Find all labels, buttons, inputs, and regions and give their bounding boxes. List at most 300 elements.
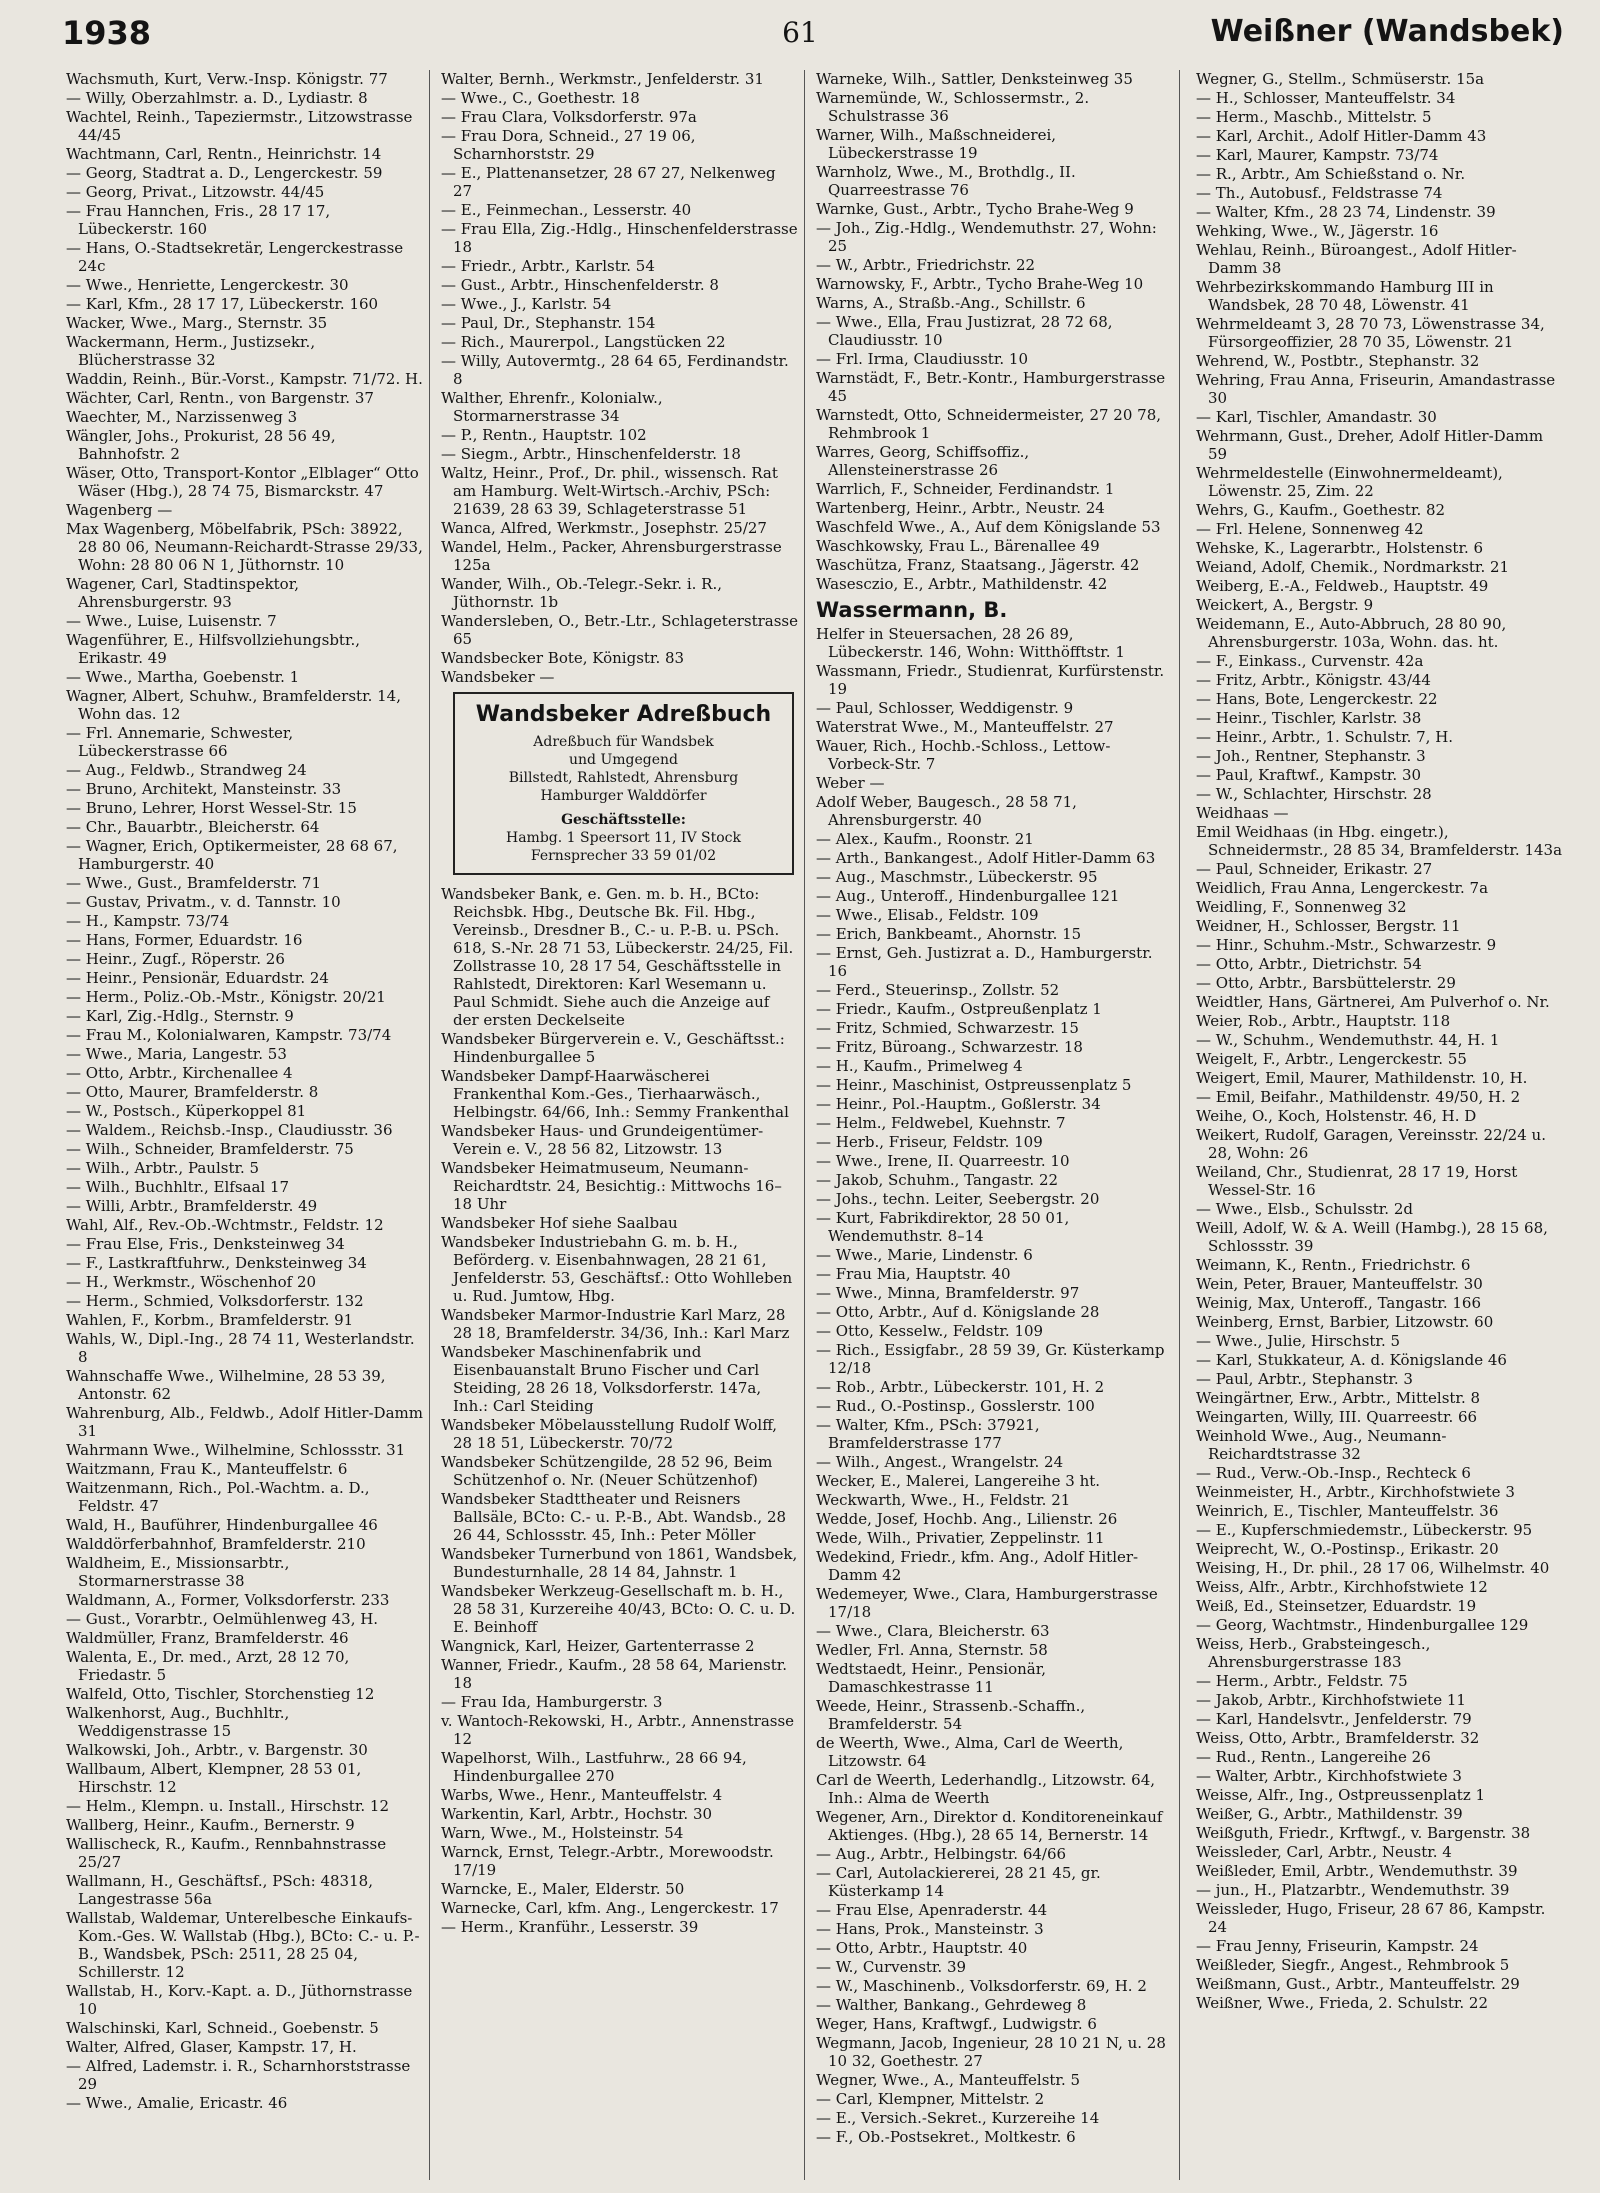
directory-entry: Emil Weidhaas (in Hbg. eingetr.), Schneidermstr., 28 85 34, Bramfelderstr. 143a [1196,823,1563,859]
directory-entry: Weinrich, E., Tischler, Manteuffelstr. 36 [1196,1502,1499,1520]
directory-entry: Wehlau, Reinh., Büroangest., Adolf Hitler-Damm 38 [1196,241,1517,277]
ad-line: Billstedt, Rahlstedt, Ahrensburg [508,770,739,786]
directory-entry: — Heinr., Zugf., Röperstr. 26 [66,950,285,968]
directory-entry: — Waldem., Reichsb.-Insp., Claudiusstr. 36 [66,1121,393,1139]
directory-entry: — Helm., Klempn. u. Install., Hirschstr. 12 [66,1797,389,1815]
directory-entry: Wandsbeker Hof siehe Saalbau [441,1214,678,1232]
directory-entry: — Hans, Former, Eduardstr. 16 [66,931,303,949]
directory-entry: — Wilh., Buchhltr., Elfsaal 17 [66,1178,290,1196]
directory-entry: — Paul, Dr., Stephanstr. 154 [441,314,656,332]
advertisement-box [453,692,794,875]
directory-entry: — Bruno, Lehrer, Horst Wessel-Str. 15 [66,799,357,817]
directory-entry: — Th., Autobusf., Feldstrasse 74 [1196,184,1443,202]
header-year: 1938 [62,14,152,52]
directory-entry: — F., Lastkraftfuhrw., Denksteinweg 34 [66,1254,367,1272]
directory-entry: Warnemünde, W., Schlossermstr., 2. Schulstrasse 36 [816,89,1090,125]
directory-entry: Wandsbecker Bote, Königstr. 83 [441,649,685,667]
directory-entry: Walfeld, Otto, Tischler, Storchenstieg 12 [66,1685,375,1703]
directory-entry: Wagenberg — [66,501,173,519]
directory-entry: — W., Arbtr., Friedrichstr. 22 [816,256,1036,274]
directory-entry: — Frl. Annemarie, Schwester, Lübeckerstrasse 66 [66,724,294,760]
directory-entry: Warner, Wilh., Maßschneiderei, Lübeckerstrasse 19 [816,126,1057,162]
directory-entry: — Carl, Autolackiererei, 28 21 45, gr. Küsterkamp 14 [816,1864,1101,1900]
directory-entry: — Wwe., Clara, Bleicherstr. 63 [816,1622,1050,1640]
directory-entry: Wandsbeker Möbelausstellung Rudolf Wolff, 28 18 51, Lübeckerstr. 70/72 [441,1416,778,1452]
directory-entry: Warnstädt, F., Betr.-Kontr., Hamburgerstrasse 45 [816,369,1166,405]
directory-entry: — Frau Mia, Hauptstr. 40 [816,1265,1011,1283]
directory-entry: Wangnick, Karl, Heizer, Gartenterrasse 2 [441,1637,755,1655]
directory-entry: Waschfeld Wwe., A., Auf dem Königslande 53 [816,518,1161,536]
directory-entry: Weiberg, E.-A., Feldweb., Hauptstr. 49 [1196,577,1489,595]
directory-entry: — Frau Ella, Zig.-Hdlg., Hinschenfelderstrasse 18 [441,220,798,256]
directory-entry: Warkentin, Karl, Arbtr., Hochstr. 30 [441,1805,713,1823]
directory-entry: Wasesczio, E., Arbtr., Mathildenstr. 42 [816,575,1108,593]
directory-entry: — E., Kupferschmiedemstr., Lübeckerstr. 95 [1196,1521,1533,1539]
directory-entry: — E., Versich.-Sekret., Kurzereihe 14 [816,2109,1100,2127]
directory-entry: Wahl, Alf., Rev.-Ob.-Wchtmstr., Feldstr. 12 [66,1216,384,1234]
directory-entry: Wandsbeker — [441,668,555,686]
directory-entry: — Willy, Autovermtg., 28 64 65, Ferdinandstr. 8 [441,352,789,388]
directory-entry: Weißleder, Emil, Arbtr., Wendemuthstr. 39 [1196,1862,1518,1880]
directory-entry: — Otto, Kesselw., Feldstr. 109 [816,1322,1044,1340]
directory-entry: Wartenberg, Heinr., Arbtr., Neustr. 24 [816,499,1105,517]
directory-entry: — Chr., Bauarbtr., Bleicherstr. 64 [66,818,320,836]
directory-entry: — Otto, Arbtr., Dietrichstr. 54 [1196,955,1422,973]
directory-entry: Wackermann, Herm., Justizsekr., Blücherstrasse 32 [66,333,316,369]
directory-entry: Wehrmann, Gust., Dreher, Adolf Hitler-Damm 59 [1196,427,1544,463]
directory-entry: Wagener, Carl, Stadtinspektor, Ahrensburgerstr. 93 [66,575,300,611]
directory-entry: Weißmann, Gust., Arbtr., Manteuffelstr. 29 [1196,1975,1520,1993]
directory-entry: Wachsmuth, Kurt, Verw.-Insp. Königstr. 77 [66,70,388,88]
directory-entry: — Fritz, Schmied, Schwarzestr. 15 [816,1019,1079,1037]
directory-entry: — Herm., Kranführ., Lesserstr. 39 [441,1918,699,1936]
directory-entry: Wandsbeker Schützengilde, 28 52 96, Beim Schützenhof o. Nr. (Neuer Schützenhof) [441,1453,773,1489]
ad-title: Wandsbeker Adreßbuch [475,702,772,727]
directory-entry: Warns, A., Straßb.-Ang., Schillstr. 6 [816,294,1086,312]
directory-entry: — Fritz, Büroang., Schwarzestr. 18 [816,1038,1083,1056]
directory-entry: — Wwe., Henriette, Lengerckestr. 30 [66,276,349,294]
directory-entry: — Hans, Prok., Mansteinstr. 3 [816,1920,1044,1938]
directory-entry: Wandersleben, O., Betr.-Ltr., Schlageterstrasse 65 [441,612,798,648]
ad-line: Fernsprecher 33 59 01/02 [530,848,717,864]
directory-entry: Warrlich, F., Schneider, Ferdinandstr. 1 [816,480,1115,498]
directory-entry: — Wwe., J., Karlstr. 54 [441,295,612,313]
directory-entry: Weißguth, Friedr., Krftwgf., v. Bargenstr. 38 [1196,1824,1531,1842]
directory-entry: Weimann, K., Rentn., Friedrichstr. 6 [1196,1256,1471,1274]
directory-entry: Wandsbeker Stadttheater und Reisners Ballsäle, BCto: C.- u. P.-B., Abt. Wandsb., 28 26 44, Schlossstr. 45, Inh.: Peter Möller [441,1490,787,1544]
directory-entry: Waechter, M., Narzissenweg 3 [66,408,298,426]
directory-entry: Wanca, Alfred, Werkmstr., Josephstr. 25/27 [441,519,767,537]
directory-entry: Wächter, Carl, Rentn., von Bargenstr. 37 [66,389,374,407]
directory-entry: — Rud., O.-Postinsp., Gosslerstr. 100 [816,1397,1095,1415]
directory-entry: — Otto, Maurer, Bramfelderstr. 8 [66,1083,319,1101]
directory-entry: — Wwe., Elsb., Schulsstr. 2d [1196,1200,1413,1218]
directory-entry: Weingarten, Willy, III. Quarreestr. 66 [1196,1408,1478,1426]
directory-entry: Wandsbeker Bürgerverein e. V., Geschäftsst.: Hindenburgallee 5 [441,1030,785,1066]
ad-line: und Umgegend [569,752,678,768]
directory-entry: Wahlen, F., Korbm., Bramfelderstr. 91 [66,1311,354,1329]
directory-entry: Helfer in Steuersachen, 28 26 89, Lübeckerstr. 146, Wohn: Witthöfftstr. 1 [816,625,1125,661]
directory-entry: Wallmann, H., Geschäftsf., PSch: 48318, Langestrasse 56a [66,1872,373,1908]
directory-entry: — Paul, Schneider, Erikastr. 27 [1196,860,1433,878]
directory-entry: Wehrs, G., Kaufm., Goethestr. 82 [1196,501,1446,519]
directory-entry: — Willi, Arbtr., Bramfelderstr. 49 [66,1197,318,1215]
directory-entry: — Hans, Bote, Lengerckestr. 22 [1196,690,1438,708]
ad-line: Geschäftsstelle: [561,812,686,828]
directory-entry: — Rich., Maurerpol., Langstücken 22 [441,333,726,351]
directory-entry: Weiss, Alfr., Arbtr., Kirchhofstwiete 12 [1196,1578,1488,1596]
directory-entry: — Karl, Tischler, Amandastr. 30 [1196,408,1437,426]
directory-entry: Wecker, E., Malerei, Langereihe 3 ht. [816,1472,1101,1490]
directory-entry: Wallberg, Heinr., Kaufm., Bernerstr. 9 [66,1816,355,1834]
directory-entry: Weidlich, Frau Anna, Lengerckestr. 7a [1196,879,1489,897]
directory-entry: — Frau Else, Apenraderstr. 44 [816,1901,1048,1919]
directory-entry: — R., Arbtr., Am Schießstand o. Nr. [1196,165,1466,183]
directory-entry: — Wwe., Gust., Bramfelderstr. 71 [66,874,321,892]
directory-entry: — Frau Hannchen, Fris., 28 17 17, Lübeckerstr. 160 [66,202,331,238]
directory-entry: — Wilh., Arbtr., Paulstr. 5 [66,1159,260,1177]
directory-entry: — Georg, Stadtrat a. D., Lengerckestr. 59 [66,164,383,182]
directory-entry: — Rich., Essigfabr., 28 59 39, Gr. Küsterkamp 12/18 [816,1341,1165,1377]
directory-entry: — Gustav, Privatm., v. d. Tannstr. 10 [66,893,341,911]
directory-entry: — Wwe., Julie, Hirschstr. 5 [1196,1332,1401,1350]
directory-entry: Wanner, Friedr., Kaufm., 28 58 64, Marienstr. 18 [441,1656,788,1692]
directory-entry: — E., Feinmechan., Lesserstr. 40 [441,201,692,219]
column-4 [1190,70,1570,2180]
directory-entry: Wandel, Helm., Packer, Ahrensburgerstrasse 125a [441,538,782,574]
directory-entry: — Paul, Kraftwf., Kampstr. 30 [1196,766,1422,784]
directory-entry: Weger, Hans, Kraftwgf., Ludwigstr. 6 [816,2015,1097,2033]
directory-entry: Weiss, Otto, Arbtr., Bramfelderstr. 32 [1196,1729,1480,1747]
directory-entry: — Frau Jenny, Friseurin, Kampstr. 24 [1196,1937,1479,1955]
directory-entry: — W., Curvenstr. 39 [816,1958,967,1976]
directory-entry: Waddin, Reinh., Bür.-Vorst., Kampstr. 71/72. H. [66,370,423,388]
directory-entry: Wandsbeker Marmor-Industrie Karl Marz, 28 28 18, Bramfelderstr. 34/36, Inh.: Karl Marz [441,1306,790,1342]
directory-entry: Weede, Heinr., Strassenb.-Schaffn., Bramfelderstr. 54 [816,1697,1086,1733]
directory-entry: — Friedr., Arbtr., Karlstr. 54 [441,257,655,275]
directory-entry: — Joh., Rentner, Stephanstr. 3 [1196,747,1426,765]
directory-entry: Wedtstaedt, Heinr., Pensionär, Damaschkestrasse 11 [816,1660,1047,1696]
directory-entry: — Helm., Feldwebel, Kuehnstr. 7 [816,1114,1066,1132]
directory-entry: Wandsbeker Maschinenfabrik und Eisenbauanstalt Bruno Fischer und Carl Steiding, 28 26 18, Volksdorferstr. 147a, Inh.: Carl Steiding [441,1343,762,1415]
directory-entry: — Friedr., Kaufm., Ostpreußenplatz 1 [816,1000,1102,1018]
directory-entry: Waltz, Heinr., Prof., Dr. phil., wissensch. Rat am Hamburg. Welt-Wirtsch.-Archiv, PSch: 21639, 28 63 39, Schlageterstrasse 51 [441,464,778,518]
directory-entry: Waschkowsky, Frau L., Bärenallee 49 [816,537,1100,555]
column-1 [60,70,430,2180]
directory-entry: Wauer, Rich., Hochb.-Schloss., Lettow-Vorbeck-Str. 7 [816,737,1111,773]
directory-entry: Wagner, Albert, Schuhw., Bramfelderstr. 14, Wohn das. 12 [66,687,401,723]
directory-entry: — F., Einkass., Curvenstr. 42a [1196,652,1424,670]
directory-entry: — Herm., Maschb., Mittelstr. 5 [1196,108,1432,126]
directory-entry: Warn, Wwe., M., Holsteinstr. 54 [441,1824,684,1842]
directory-entry: — Ernst, Geh. Justizrat a. D., Hamburgerstr. 16 [816,944,1153,980]
directory-entry: Weinberg, Ernst, Barbier, Litzowstr. 60 [1196,1313,1494,1331]
directory-entry: — Frau Ida, Hamburgerstr. 3 [441,1693,663,1711]
directory-entry: — Aug., Unteroff., Hindenburgallee 121 [816,887,1120,905]
directory-entry: Wedler, Frl. Anna, Sternstr. 58 [816,1641,1048,1659]
directory-entry: — Walter, Kfm., PSch: 37921, Bramfelderstrasse 177 [816,1416,1040,1452]
directory-entry: Weißer, G., Arbtr., Mathildenstr. 39 [1196,1805,1463,1823]
featured-name: Wassermann, B. [816,598,1008,622]
directory-entry: Weinhold Wwe., Aug., Neumann-Reichardtstrasse 32 [1196,1427,1447,1463]
directory-entry: Weisse, Alfr., Ing., Ostpreussenplatz 1 [1196,1786,1486,1804]
column-3 [810,70,1180,2180]
directory-entry: Wallischeck, R., Kaufm., Rennbahnstrasse 25/27 [66,1835,387,1871]
directory-entry: Wängler, Johs., Prokurist, 28 56 49, Bahnhofstr. 2 [66,427,336,463]
directory-entry: Walther, Ehrenfr., Kolonialw., Stormarnerstrasse 34 [441,389,663,425]
directory-entry: Wein, Peter, Brauer, Manteuffelstr. 30 [1196,1275,1483,1293]
directory-entry: Wedde, Josef, Hochb. Ang., Lilienstr. 26 [816,1510,1118,1528]
directory-entry: Weidtler, Hans, Gärtnerei, Am Pulverhof o. Nr. [1196,993,1550,1011]
directory-entry: — Wwe., Luise, Luisenstr. 7 [66,612,277,630]
header-name-range: Weißner (Wandsbek) [1210,14,1564,49]
directory-entry: Wandsbeker Werkzeug-Gesellschaft m. b. H., 28 58 31, Kurzereihe 40/43, BCto: O. C. u. D. E. Beinhoff [441,1582,796,1636]
directory-entry: — Jakob, Schuhm., Tangastr. 22 [816,1171,1059,1189]
directory-entry: — Erich, Bankbeamt., Ahornstr. 15 [816,925,1082,943]
directory-entry: — H., Kampstr. 73/74 [66,912,230,930]
directory-entry: — Carl, Klempner, Mittelstr. 2 [816,2090,1045,2108]
directory-entry: Weckwarth, Wwe., H., Feldstr. 21 [816,1491,1071,1509]
directory-entry: — Otto, Arbtr., Kirchenallee 4 [66,1064,293,1082]
directory-entry: — Paul, Arbtr., Stephanstr. 3 [1196,1370,1413,1388]
directory-entry: — Heinr., Arbtr., 1. Schulstr. 7, H. [1196,728,1454,746]
directory-entry: Weinig, Max, Unteroff., Tangastr. 166 [1196,1294,1481,1312]
directory-entry: Walkowski, Joh., Arbtr., v. Bargenstr. 30 [66,1741,368,1759]
directory-entry: Weber — [816,774,885,792]
directory-entry: Weising, H., Dr. phil., 28 17 06, Wilhelmstr. 40 [1196,1559,1550,1577]
directory-entry: Warnholz, Wwe., M., Brothdlg., II. Quarreestrasse 76 [816,163,1076,199]
directory-entry: Wehske, K., Lagerarbtr., Holstenstr. 6 [1196,539,1484,557]
column-2 [435,70,805,2180]
directory-entry: Weidemann, E., Auto-Abbruch, 28 80 90, Ahrensburgerstr. 103a, Wohn. das. ht. [1196,615,1507,651]
directory-entry: — Otto, Arbtr., Hauptstr. 40 [816,1939,1028,1957]
directory-entry: — Heinr., Pol.-Hauptm., Goßlerstr. 34 [816,1095,1101,1113]
directory-entry: Weiß, Ed., Steinsetzer, Eduardstr. 19 [1196,1597,1477,1615]
directory-entry: — E., Plattenansetzer, 28 67 27, Nelkenweg 27 [441,164,776,200]
directory-entry: Weiland, Chr., Studienrat, 28 17 19, Horst Wessel-Str. 16 [1196,1163,1518,1199]
directory-entry: — Gust., Vorarbtr., Oelmühlenweg 43, H. [66,1610,379,1628]
directory-entry: — Rob., Arbtr., Lübeckerstr. 101, H. 2 [816,1378,1105,1396]
page-header [0,0,1600,58]
directory-entry: Waldheim, E., Missionsarbtr., Stormarnerstrasse 38 [66,1554,290,1590]
directory-entry: — Karl, Zig.-Hdlg., Sternstr. 9 [66,1007,294,1025]
directory-entry: — W., Schlachter, Hirschstr. 28 [1196,785,1432,803]
directory-entry: — Heinr., Pensionär, Eduardstr. 24 [66,969,329,987]
directory-entry: — Wilh., Angest., Wrangelstr. 24 [816,1453,1064,1471]
directory-entry: Wehring, Frau Anna, Friseurin, Amandastrasse 30 [1196,371,1556,407]
directory-entry: Walter, Alfred, Glaser, Kampstr. 17, H. [66,2038,357,2056]
directory-entry: Wedemeyer, Wwe., Clara, Hamburgerstrasse 17/18 [816,1585,1158,1621]
directory-entry: — Hans, O.-Stadtsekretär, Lengerckestrasse 24c [66,239,404,275]
directory-entry: — Wwe., C., Goethestr. 18 [441,89,640,107]
directory-entry: — Wagner, Erich, Optikermeister, 28 68 67, Hamburgerstr. 40 [66,837,398,873]
directory-entry: — Gust., Arbtr., Hinschenfelderstr. 8 [441,276,719,294]
directory-entry: — Wwe., Maria, Langestr. 53 [66,1045,287,1063]
directory-entry: Weinmeister, H., Arbtr., Kirchhofstwiete 3 [1196,1483,1515,1501]
directory-entry: — Ferd., Steuerinsp., Zollstr. 52 [816,981,1060,999]
directory-entry: Weissleder, Hugo, Friseur, 28 67 86, Kampstr. 24 [1196,1900,1546,1936]
directory-entry: Wahrenburg, Alb., Feldwb., Adolf Hitler-Damm 31 [66,1404,423,1440]
directory-entry: — Frl. Helene, Sonnenweg 42 [1196,520,1424,538]
directory-entry: — Karl, Kfm., 28 17 17, Lübeckerstr. 160 [66,295,379,313]
directory-entry: Wacker, Wwe., Marg., Sternstr. 35 [66,314,328,332]
directory-entry: Weiss, Herb., Grabsteingesch., Ahrensburgerstrasse 183 [1196,1635,1431,1671]
directory-entry: Warneke, Wilh., Sattler, Denksteinweg 35 [816,70,1133,88]
directory-columns [60,70,1570,2180]
directory-entry: Waitzmann, Frau K., Manteuffelstr. 6 [66,1460,348,1478]
directory-entry: — Frau Else, Fris., Denksteinweg 34 [66,1235,345,1253]
directory-entry: Weißleder, Siegfr., Angest., Rehmbrook 5 [1196,1956,1510,1974]
directory-entry: Wahls, W., Dipl.-Ing., 28 74 11, Westerlandstr. 8 [66,1330,415,1366]
directory-entry: — Walther, Bankang., Gehrdeweg 8 [816,1996,1087,2014]
directory-entry: Wandsbeker Dampf-Haarwäscherei Frankenthal Kom.-Ges., Tierhaarwäsch., Helbingstr. 64/66, Inh.: Semmy Frankenthal [441,1067,789,1121]
directory-entry: Weigelt, F., Arbtr., Lengerckestr. 55 [1196,1050,1467,1068]
directory-entry: — Alfred, Lademstr. i. R., Scharnhorststrasse 29 [66,2057,411,2093]
directory-entry: Wandsbeker Industriebahn G. m. b. H., Beförderg. v. Eisenbahnwagen, 28 21 61, Jenfelderstr. 53, Geschäftsf.: Otto Wohlleben u. Rud. Jumtow, Hbg. [441,1233,793,1305]
directory-entry: Wallstab, H., Korv.-Kapt. a. D., Jüthornstrasse 10 [66,1982,413,2018]
directory-entry: Weissleder, Carl, Arbtr., Neustr. 4 [1196,1843,1452,1861]
directory-entry: Warnke, Gust., Arbtr., Tycho Brahe-Weg 9 [816,200,1134,218]
directory-entry: Wehking, Wwe., W., Jägerstr. 16 [1196,222,1439,240]
directory-entry: Walenta, E., Dr. med., Arzt, 28 12 70, Friedastr. 5 [66,1648,350,1684]
directory-entry: Weikert, Rudolf, Garagen, Vereinsstr. 22/24 u. 28, Wohn: 26 [1196,1126,1546,1162]
directory-entry: Wehrbezirkskommando Hamburg III in Wandsbek, 28 70 48, Löwenstr. 41 [1196,278,1494,314]
directory-entry: Warbs, Wwe., Henr., Manteuffelstr. 4 [441,1786,723,1804]
directory-entry: — Herm., Poliz.-Ob.-Mstr., Königstr. 20/21 [66,988,386,1006]
directory-entry: — Karl, Handelsvtr., Jenfelderstr. 79 [1196,1710,1472,1728]
directory-entry: — Alex., Kaufm., Roonstr. 21 [816,830,1034,848]
directory-entry: Wedekind, Friedr., kfm. Ang., Adolf Hitler-Damm 42 [816,1548,1139,1584]
directory-entry: Weiprecht, W., O.-Postinsp., Erikastr. 20 [1196,1540,1499,1558]
directory-entry: — Joh., Zig.-Hdlg., Wendemuthstr. 27, Wohn: 25 [816,219,1157,255]
directory-entry: Wachtel, Reinh., Tapeziermstr., Litzowstrasse 44/45 [66,108,413,144]
directory-entry: Warnowsky, F., Arbtr., Tycho Brahe-Weg 10 [816,275,1144,293]
directory-entry: Warnck, Ernst, Telegr.-Arbtr., Morewoodstr. 17/19 [441,1843,774,1879]
directory-entry: — Walter, Arbtr., Kirchhofstwiete 3 [1196,1767,1462,1785]
directory-entry: — Aug., Arbtr., Helbingstr. 64/66 [816,1845,1067,1863]
directory-entry: — Otto, Arbtr., Barsbüttelerstr. 29 [1196,974,1456,992]
directory-entry: Wehrmeldeamt 3, 28 70 73, Löwenstrasse 34, Fürsorgeoffizier, 28 70 35, Löwenstr. 21 [1196,315,1545,351]
directory-entry: — Paul, Schlosser, Weddigenstr. 9 [816,699,1074,717]
directory-entry: — W., Schuhm., Wendemuthstr. 44, H. 1 [1196,1031,1500,1049]
directory-entry: — Siegm., Arbtr., Hinschenfelderstr. 18 [441,445,741,463]
directory-entry: Weidner, H., Schlosser, Bergstr. 11 [1196,917,1461,935]
directory-entry: Wahnschaffe Wwe., Wilhelmine, 28 53 39, Antonstr. 62 [66,1367,386,1403]
directory-entry: — Karl, Stukkateur, A. d. Königslande 46 [1196,1351,1507,1369]
directory-entry: — Frl. Irma, Claudiusstr. 10 [816,350,1028,368]
directory-entry: — Herm., Arbtr., Feldstr. 75 [1196,1672,1408,1690]
directory-entry: — Herm., Schmied, Volksdorferstr. 132 [66,1292,364,1310]
directory-entry: — Walter, Kfm., 28 23 74, Lindenstr. 39 [1196,203,1496,221]
directory-entry: Wäser, Otto, Transport-Kontor „Elblager“ Otto Wäser (Hbg.), 28 74 75, Bismarckstr. 47 [66,464,419,500]
directory-entry: — Frau Dora, Schneid., 27 19 06, Scharnhorststr. 29 [441,127,696,163]
directory-entry: Waterstrat Wwe., M., Manteuffelstr. 27 [816,718,1114,736]
directory-entry: Walter, Bernh., Werkmstr., Jenfelderstr. 31 [441,70,764,88]
directory-entry: Wegmann, Jacob, Ingenieur, 28 10 21 N, u. 28 10 32, Goethestr. 27 [816,2034,1166,2070]
ad-line: Hamburger Walddörfer [540,788,707,804]
directory-entry: — Aug., Feldwb., Strandweg 24 [66,761,307,779]
directory-entry: — Wwe., Marie, Lindenstr. 6 [816,1246,1033,1264]
directory-entry: Waitzenmann, Rich., Pol.-Wachtm. a. D., Feldstr. 47 [66,1479,370,1515]
directory-entry: Wapelhorst, Wilh., Lastfuhrw., 28 66 94, Hindenburgallee 270 [441,1749,747,1785]
directory-entry: — F., Ob.-Postsekret., Moltkestr. 6 [816,2128,1076,2146]
directory-entry: — H., Kaufm., Primelweg 4 [816,1057,1023,1075]
directory-entry: Carl de Weerth, Lederhandlg., Litzowstr. 64, Inh.: Alma de Weerth [816,1771,1156,1807]
directory-entry: Weill, Adolf, W. & A. Weill (Hambg.), 28 15 68, Schlossstr. 39 [1196,1219,1548,1255]
directory-entry: — Otto, Arbtr., Auf d. Königslande 28 [816,1303,1100,1321]
directory-entry: — Hinr., Schuhm.-Mstr., Schwarzestr. 9 [1196,936,1497,954]
directory-entry: Wander, Wilh., Ob.-Telegr.-Sekr. i. R., Jüthornstr. 1b [441,575,722,611]
directory-entry: Wald, H., Bauführer, Hindenburgallee 46 [66,1516,378,1534]
directory-entry: Weingärtner, Erw., Arbtr., Mittelstr. 8 [1196,1389,1481,1407]
directory-entry: — Wwe., Elisab., Feldstr. 109 [816,906,1039,924]
ad-line: Hambg. 1 Speersort 11, IV Stock [506,830,741,846]
directory-entry: Walkenhorst, Aug., Buchhltr., Weddigenstrasse 15 [66,1704,290,1740]
directory-entry: — Heinr., Tischler, Karlstr. 38 [1196,709,1422,727]
directory-entry: — Willy, Oberzahlmstr. a. D., Lydiastr. 8 [66,89,368,107]
directory-entry: — Frau Clara, Volksdorferstr. 97a [441,108,697,126]
directory-entry: Wahrmann Wwe., Wilhelmine, Schlossstr. 31 [66,1441,406,1459]
directory-entry: Wandsbeker Heimatmuseum, Neumann-Reichardtstr. 24, Besichtig.: Mittwochs 16–18 Uhr [441,1159,782,1213]
directory-entry: — Rud., Verw.-Ob.-Insp., Rechteck 6 [1196,1464,1471,1482]
directory-entry: Wandsbeker Turnerbund von 1861, Wandsbek, Bundesturnhalle, 28 14 84, Jahnstr. 1 [441,1545,798,1581]
directory-entry: Weidling, F., Sonnenweg 32 [1196,898,1407,916]
directory-entry: Waldmann, A., Former, Volksdorferstr. 233 [66,1591,390,1609]
directory-entry: de Weerth, Wwe., Alma, Carl de Weerth, Litzowstr. 64 [816,1734,1124,1770]
directory-entry: Wallbaum, Albert, Klempner, 28 53 01, Hirschstr. 12 [66,1760,362,1796]
directory-entry: Wede, Wilh., Privatier, Zeppelinstr. 11 [816,1529,1105,1547]
directory-entry: — Arth., Bankangest., Adolf Hitler-Damm 63 [816,849,1156,867]
directory-entry: Weidhaas — [1196,804,1289,822]
directory-entry: — Georg, Wachtmstr., Hindenburgallee 129 [1196,1616,1529,1634]
directory-entry: Wassmann, Friedr., Studienrat, Kurfürstenstr. 19 [816,662,1165,698]
directory-entry: Walschinski, Karl, Schneid., Goebenstr. 5 [66,2019,379,2037]
directory-entry: Weickert, A., Bergstr. 9 [1196,596,1374,614]
directory-entry: Wehrmeldestelle (Einwohnermeldeamt), Löwenstr. 25, Zim. 22 [1196,464,1503,500]
directory-entry: — Fritz, Arbtr., Königstr. 43/44 [1196,671,1431,689]
directory-entry: — Wwe., Martha, Goebenstr. 1 [66,668,300,686]
directory-entry: Wegener, Arn., Direktor d. Konditoreneinkauf Aktienges. (Hbg.), 28 65 14, Bernerstr. 14 [816,1808,1163,1844]
directory-entry: — Wwe., Ella, Frau Justizrat, 28 72 68, Claudiusstr. 10 [816,313,1113,349]
directory-entry: Warnecke, Carl, kfm. Ang., Lengerckestr. 17 [441,1899,779,1917]
directory-entry: Waldmüller, Franz, Bramfelderstr. 46 [66,1629,349,1647]
directory-entry: Adolf Weber, Baugesch., 28 58 71, Ahrensburgerstr. 40 [816,793,1077,829]
directory-entry: v. Wantoch-Rekowski, H., Arbtr., Annenstrasse 12 [441,1712,795,1748]
directory-entry: — Frau M., Kolonialwaren, Kampstr. 73/74 [66,1026,392,1044]
directory-entry: Wegner, Wwe., A., Manteuffelstr. 5 [816,2071,1081,2089]
directory-entry: Wegner, G., Stellm., Schmüserstr. 15a [1196,70,1485,88]
directory-entry: — Emil, Beifahr., Mathildenstr. 49/50, H. 2 [1196,1088,1521,1106]
directory-entry: — Johs., techn. Leiter, Seebergstr. 20 [816,1190,1100,1208]
directory-entry: — Georg, Privat., Litzowstr. 44/45 [66,183,325,201]
directory-entry: — H., Werkmstr., Wöschenhof 20 [66,1273,317,1291]
directory-entry: — jun., H., Platzarbtr., Wendemuthstr. 39 [1196,1881,1510,1899]
directory-entry: — Jakob, Arbtr., Kirchhofstwiete 11 [1196,1691,1466,1709]
directory-entry: — Karl, Archit., Adolf Hitler-Damm 43 [1196,127,1487,145]
directory-entry: — P., Rentn., Hauptstr. 102 [441,426,647,444]
directory-entry: Wallstab, Waldemar, Unterelbesche Einkaufs-Kom.-Ges. W. Wallstab (Hbg.), BCto: C.- u. P.-B., Wandsbek, PSch: 2511, 28 25 04, Schillerstr. 12 [66,1909,420,1981]
directory-entry: — Wwe., Amalie, Ericastr. 46 [66,2094,288,2112]
directory-entry: — Kurt, Fabrikdirektor, 28 50 01, Wendemuthstr. 8–14 [816,1209,1070,1245]
directory-entry: Warres, Georg, Schiffsoffiz., Allensteinerstrasse 26 [816,443,1030,479]
directory-entry: Warncke, E., Maler, Elderstr. 50 [441,1880,685,1898]
directory-entry: Weiand, Adolf, Chemik., Nordmarkstr. 21 [1196,558,1510,576]
directory-entry: Wagenführer, E., Hilfsvollziehungsbtr., Erikastr. 49 [66,631,361,667]
directory-entry: Warnstedt, Otto, Schneidermeister, 27 20 78, Rehmbrook 1 [816,406,1162,442]
directory-entry: — W., Maschinenb., Volksdorferstr. 69, H. 2 [816,1977,1147,1995]
directory-entry: — W., Postsch., Küperkoppel 81 [66,1102,307,1120]
directory-entry: Weihe, O., Koch, Holstenstr. 46, H. D [1196,1107,1477,1125]
